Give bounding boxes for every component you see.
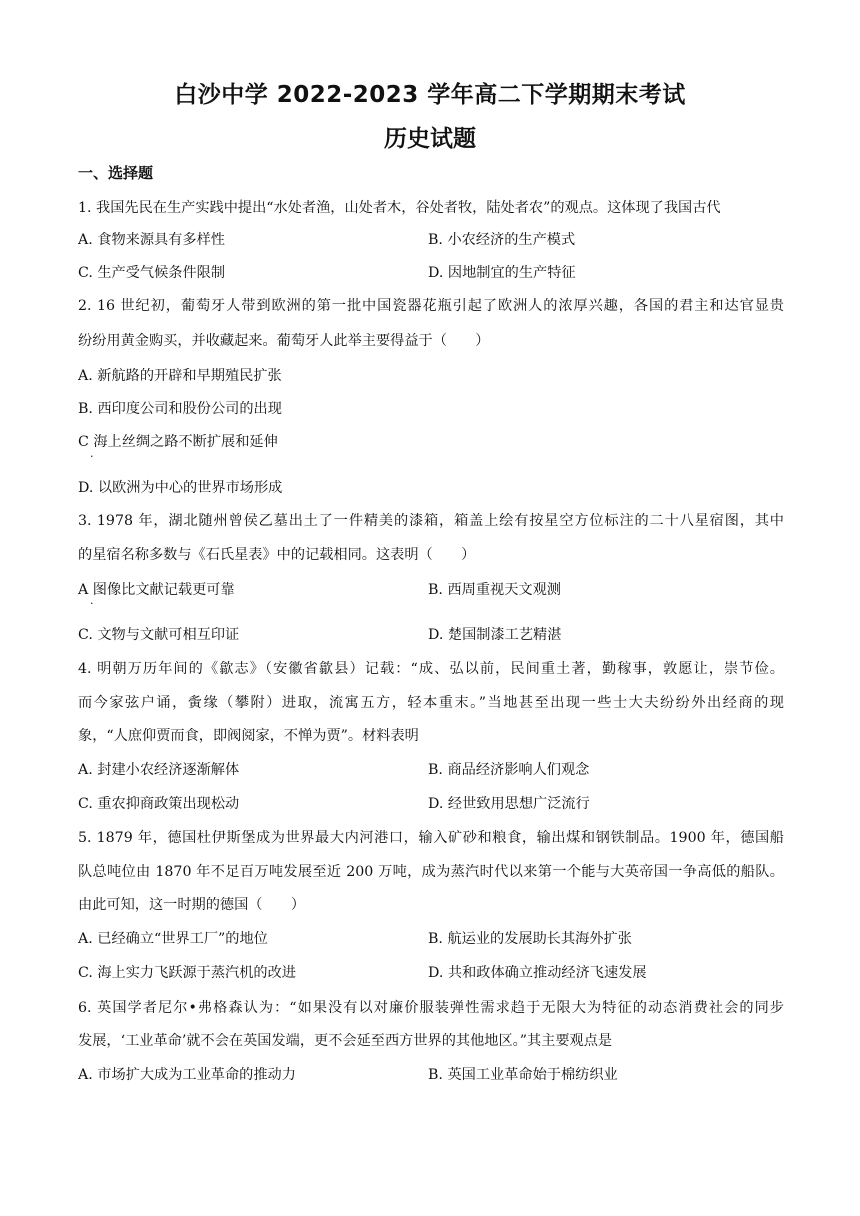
question-3-option-a: A 图像比文献记载更可靠 (78, 582, 235, 598)
emphasis-dot: · (90, 450, 94, 463)
question-2-stem-line-1: 2. 16 世纪初，葡萄牙人带到欧洲的第一批中国瓷器花瓶引起了欧洲人的浓厚兴趣，各国的君主和达官显贵 (78, 298, 784, 314)
question-3-option-d: D. 楚国制漆工艺精湛 (428, 627, 562, 643)
question-3-stem-line-2: 的星宿名称多数与《石氏星表》中的记载相同。这表明（ ） (78, 547, 476, 563)
question-5-stem-line-1: 5. 1879 年，德国杜伊斯堡成为世界最大内河港口，输入矿砂和粮食，输出煤和钢铁制品。1900 年，德国船 (78, 830, 784, 846)
question-5-option-b: B. 航运业的发展助长其海外扩张 (428, 931, 632, 947)
question-2-option-c: C 海上丝绸之路不断扩展和延伸 (78, 434, 278, 450)
question-4-option-d: D. 经世致用思想广泛流行 (428, 796, 590, 812)
section-heading: 一、选择题 (78, 164, 154, 182)
question-2-stem-line-2: 纷纷用黄金购买，并收藏起来。葡萄牙人此举主要得益于（ ） (78, 333, 490, 349)
question-1-option-c: C. 生产受气候条件限制 (78, 265, 226, 281)
question-4-stem-line-3: 象，“人庶仰贾而食，即阀阅家，不惮为贾”。材料表明 (78, 728, 419, 744)
question-1-stem: 1. 我国先民在生产实践中提出“水处者渔，山处者木，谷处者牧，陆处者农”的观点。这体现了我国古代 (78, 200, 721, 216)
question-2-option-a: A. 新航路的开辟和早期殖民扩张 (78, 368, 282, 384)
question-4-stem-line-2: 而今家弦户诵，夤缘（攀附）进取，流寓五方，轻本重末。”当地甚至出现一些士大夫纷纷外出经商的现 (78, 695, 784, 711)
question-6-stem-line-1: 6. 英国学者尼尔•弗格森认为：“如果没有以对廉价服装弹性需求趋于无限大为特征的动态消费社会的同步 (78, 1000, 784, 1016)
question-6-stem-line-2: 发展，‘工业革命’就不会在英国发端，更不会延至西方世界的其他地区。”其主要观点是 (78, 1033, 613, 1049)
question-2-option-b: B. 西印度公司和股份公司的出现 (78, 401, 282, 417)
question-5-stem-line-3: 由此可知，这一时期的德国（ ） (78, 897, 306, 913)
question-4-stem-line-1: 4. 明朝万历年间的《歙志》（安徽省歙县）记载：“成、弘以前，民间重土著，勤稼事，敦愿让，崇节俭。 (78, 661, 784, 677)
page-subtitle: 历史试题 (384, 126, 476, 152)
question-6-option-a: A. 市场扩大成为工业革命的推动力 (78, 1067, 296, 1083)
question-3-stem-line-1: 3. 1978 年，湖北随州曾侯乙墓出土了一件精美的漆箱，箱盖上绘有按星空方位标注的二十八星宿图，其中 (78, 513, 784, 529)
question-1-option-b: B. 小农经济的生产模式 (428, 232, 576, 248)
question-5-stem-line-2: 队总吨位由 1870 年不足百万吨发展至近 200 万吨，成为蒸汽时代以来第一个能与大英帝国一争高低的船队。 (78, 864, 784, 880)
question-5-option-c: C. 海上实力飞跃源于蒸汽机的改进 (78, 965, 296, 981)
question-5-option-d: D. 共和政体确立推动经济飞速发展 (428, 965, 647, 981)
question-3-option-b: B. 西周重视天文观测 (428, 582, 561, 598)
page-title: 白沙中学 2022-2023 学年高二下学期期末考试 (174, 82, 686, 108)
question-3-option-c: C. 文物与文献可相互印证 (78, 627, 240, 643)
question-4-option-a: A. 封建小农经济逐渐解体 (78, 762, 240, 778)
question-6-option-b: B. 英国工业革命始于棉纺织业 (428, 1067, 618, 1083)
question-1-option-a: A. 食物来源具有多样性 (78, 232, 225, 248)
question-1-option-d: D. 因地制宜的生产特征 (428, 265, 576, 281)
emphasis-dot: · (90, 597, 94, 610)
question-4-option-c: C. 重农抑商政策出现松动 (78, 796, 240, 812)
question-4-option-b: B. 商品经济影响人们观念 (428, 762, 590, 778)
question-5-option-a: A. 已经确立“世界工厂”的地位 (78, 931, 268, 947)
question-2-option-d: D. 以欧洲为中心的世界市场形成 (78, 480, 283, 496)
